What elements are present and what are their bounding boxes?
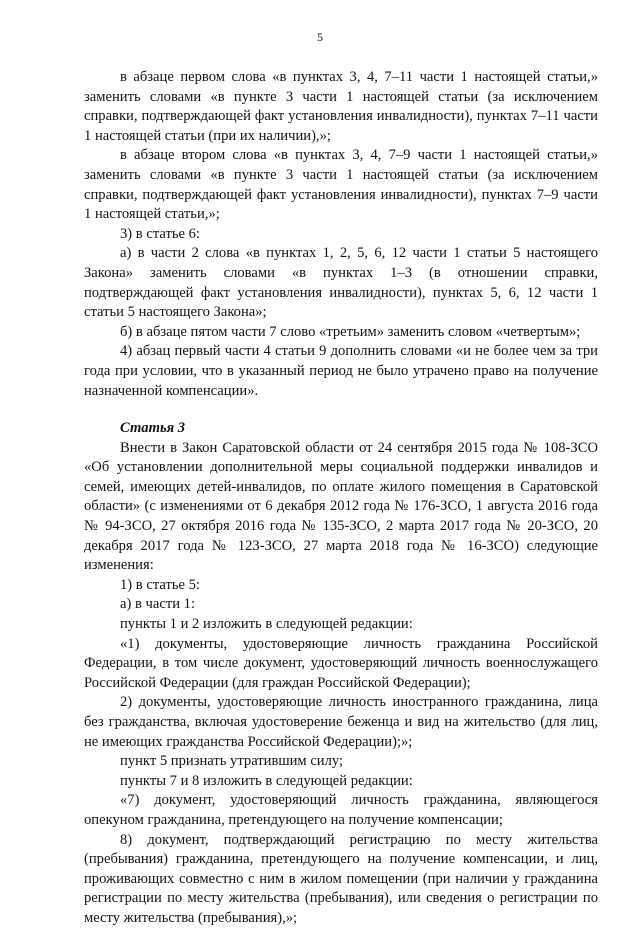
- article-heading: Статья 3: [120, 420, 186, 437]
- paragraph: 3) в статье 6:: [120, 225, 200, 242]
- paragraph: 8) документ, подтверждающий регистрацию по месту жительства (пребывания) гражданина, претендующего на получение компенсации, и лиц, проживающих совместно с ним в жилом помещении (при наличии у гражданина регистрации по месту жительства (пребывания), или сведения о регистрации по месту жительства (пребывания),»;: [84, 831, 598, 926]
- paragraph: Внести в Закон Саратовской области от 24 сентября 2015 года № 108-ЗСО «Об установлении дополнительной меры социальной поддержки инвалидов и семей, имеющих детей-инвалидов, по оплате жилого помещения в Саратовской области» (с изменениями от 6 декабря 2012 года № 176-ЗСО, 1 августа 2016 года № 94-ЗСО, 27 октября 2016 года № 135-ЗСО, 2 марта 2017 года № 20-ЗСО, 20 декабря 2017 года № 123-ЗСО, 27 марта 2018 года № 16-ЗСО) следующие изменения:: [84, 439, 598, 574]
- paragraph: 1) в статье 5:: [120, 576, 200, 593]
- document-body: [84, 68, 598, 929]
- page-number: 5: [317, 30, 323, 44]
- paragraph: пункты 7 и 8 изложить в следующей редакции:: [120, 772, 413, 789]
- paragraph: а) в части 1:: [120, 596, 196, 613]
- paragraph: «7) документ, удостоверяющий личность гражданина, являющегося опекуном гражданина, претендующего на получение компенсации;: [84, 792, 598, 828]
- paragraph: «1) документы, удостоверяющие личность гражданина Российской Федерации, в том числе документ, удостоверяющий личность военнослужащего Российской Федерации (для граждан Российской Федерации);: [84, 635, 598, 691]
- paragraph: в абзаце втором слова «в пунктах 3, 4, 7–9 части 1 настоящей статьи,» заменить словами «в пункте 3 части 1 настоящей статьи (за исключением справки, подтверждающей факт установления инвалидности), пунктах 7–9 части 1 настоящей статьи,»;: [84, 147, 598, 223]
- paragraph: 4) абзац первый части 4 статьи 9 дополнить словами «и не более чем за три года при условии, что в указанный период не было утрачено право на получение назначенной компенсации».: [84, 343, 598, 399]
- paragraph: пункты 1 и 2 изложить в следующей редакции:: [120, 616, 413, 633]
- paragraph: б) в абзаце пятом части 7 слово «третьим» заменить словом «четвертым»;: [120, 323, 581, 340]
- paragraph: а) в части 2 слова «в пунктах 1, 2, 5, 6, 12 части 1 статьи 5 настоящего Закона» заменить словами «в пунктах 1–3 (в отношении справки, подтверждающей факт установления инвалидности), пунктах 5, 6, 12 части 1 статьи 5 настоящего Закона»;: [84, 245, 598, 321]
- paragraph: пункт 5 признать утратившим силу;: [120, 753, 344, 770]
- paragraph: 2) документы, удостоверяющие личность иностранного гражданина, лица без гражданства, включая удостоверение беженца и вид на жительство (для лиц, не имеющих гражданства Российской Федерации);»;: [84, 694, 598, 750]
- paragraph: в абзаце первом слова «в пунктах 3, 4, 7–11 части 1 настоящей статьи,» заменить словами «в пункте 3 части 1 настоящей статьи (за исключением справки, подтверждающей факт установления инвалидности), пунктах 7–11 части 1 настоящей статьи (при их наличии),»;: [84, 69, 598, 144]
